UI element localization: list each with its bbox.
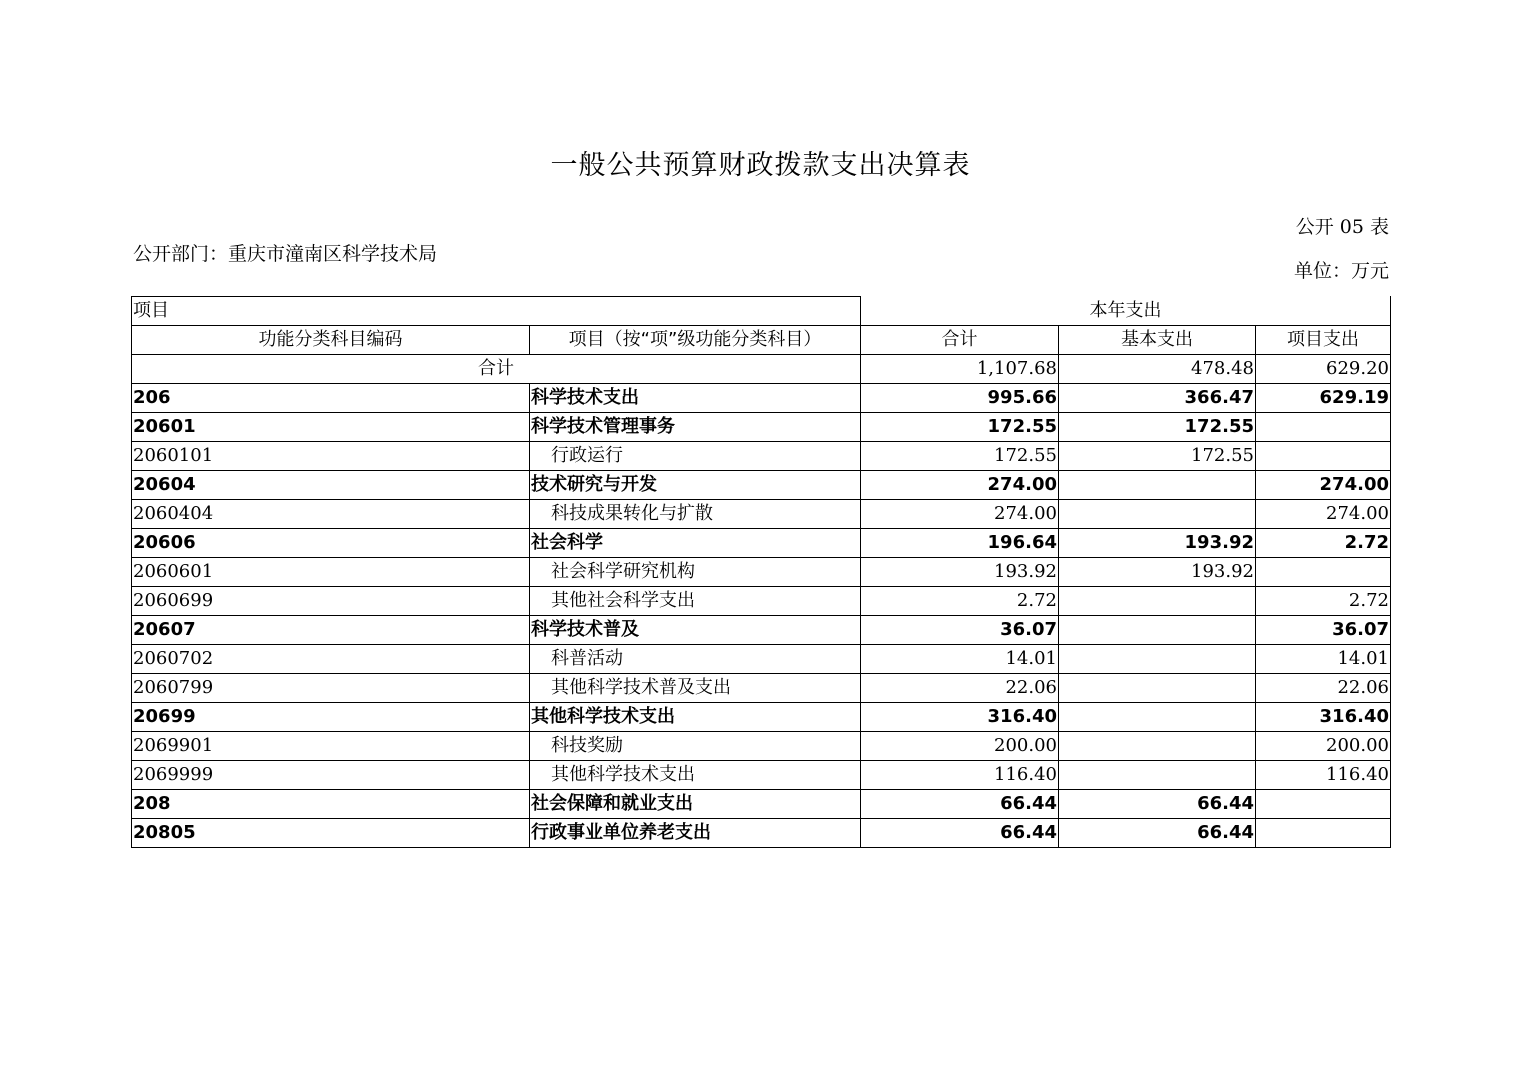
row-project: 14.01	[1256, 645, 1391, 674]
row-total: 200.00	[861, 732, 1059, 761]
row-code: 20805	[132, 819, 530, 848]
row-project: 274.00	[1256, 500, 1391, 529]
row-total: 172.55	[861, 442, 1059, 471]
row-project	[1256, 819, 1391, 848]
row-basic	[1059, 471, 1256, 500]
table-row	[132, 558, 1391, 587]
row-total: 274.00	[861, 500, 1059, 529]
row-basic: 66.44	[1059, 819, 1256, 848]
row-code: 2060699	[132, 587, 530, 616]
row-total: 36.07	[861, 616, 1059, 645]
form-number: 公开 05 表	[1295, 216, 1389, 238]
unit-label: 单位：万元	[1293, 260, 1389, 282]
row-project: 274.00	[1256, 471, 1391, 500]
col-basic-header: 基本支出	[1059, 326, 1256, 355]
row-basic	[1059, 616, 1256, 645]
row-name: 科普活动	[530, 645, 861, 674]
row-project: 22.06	[1256, 674, 1391, 703]
row-project	[1256, 558, 1391, 587]
row-code: 2060799	[132, 674, 530, 703]
row-total: 196.64	[861, 529, 1059, 558]
table-row	[132, 500, 1391, 529]
row-basic: 193.92	[1059, 558, 1256, 587]
row-total: 66.44	[861, 819, 1059, 848]
row-total: 316.40	[861, 703, 1059, 732]
total-label: 合计	[132, 355, 861, 384]
row-project	[1256, 442, 1391, 471]
page-title: 一般公共预算财政拨款支出决算表	[550, 150, 971, 181]
row-basic	[1059, 500, 1256, 529]
total-amount: 1,107.68	[861, 355, 1059, 384]
row-name: 行政事业单位养老支出	[530, 819, 861, 848]
table-row	[132, 384, 1391, 413]
col-name-header: 项目（按“项”级功能分类科目）	[530, 326, 861, 355]
header-item: 项目	[132, 297, 861, 326]
row-basic	[1059, 732, 1256, 761]
table-row	[132, 645, 1391, 674]
table-row	[132, 471, 1391, 500]
row-basic	[1059, 645, 1256, 674]
col-project-header: 项目支出	[1256, 326, 1391, 355]
row-total: 22.06	[861, 674, 1059, 703]
row-basic: 172.55	[1059, 413, 1256, 442]
col-code-header: 功能分类科目编码	[132, 326, 530, 355]
table-row	[132, 442, 1391, 471]
row-name: 其他科学技术普及支出	[530, 674, 861, 703]
row-total: 116.40	[861, 761, 1059, 790]
table-row	[132, 413, 1391, 442]
row-code: 20699	[132, 703, 530, 732]
total-basic: 478.48	[1059, 355, 1256, 384]
row-name: 其他科学技术支出	[530, 703, 861, 732]
row-name: 科技成果转化与扩散	[530, 500, 861, 529]
table-row	[132, 703, 1391, 732]
table-row	[132, 790, 1391, 819]
row-name: 社会科学研究机构	[530, 558, 861, 587]
row-basic	[1059, 587, 1256, 616]
row-basic	[1059, 674, 1256, 703]
row-total: 193.92	[861, 558, 1059, 587]
row-code: 208	[132, 790, 530, 819]
row-code: 2060601	[132, 558, 530, 587]
table-row	[132, 529, 1391, 558]
row-basic: 172.55	[1059, 442, 1256, 471]
table-row	[132, 616, 1391, 645]
row-project: 116.40	[1256, 761, 1391, 790]
row-project: 36.07	[1256, 616, 1391, 645]
row-basic: 66.44	[1059, 790, 1256, 819]
row-total: 172.55	[861, 413, 1059, 442]
row-total: 995.66	[861, 384, 1059, 413]
row-project: 316.40	[1256, 703, 1391, 732]
row-total: 14.01	[861, 645, 1059, 674]
row-name: 行政运行	[530, 442, 861, 471]
row-project: 2.72	[1256, 529, 1391, 558]
row-total: 274.00	[861, 471, 1059, 500]
row-code: 2069901	[132, 732, 530, 761]
header-row-1	[132, 297, 1391, 326]
department-label: 公开部门：重庆市潼南区科学技术局	[133, 243, 438, 265]
total-project: 629.20	[1256, 355, 1391, 384]
row-project	[1256, 790, 1391, 819]
row-name: 科学技术支出	[530, 384, 861, 413]
row-basic	[1059, 703, 1256, 732]
row-name: 技术研究与开发	[530, 471, 861, 500]
row-name: 社会保障和就业支出	[530, 790, 861, 819]
table-row	[132, 732, 1391, 761]
row-project	[1256, 413, 1391, 442]
row-code: 20601	[132, 413, 530, 442]
row-code: 2060404	[132, 500, 530, 529]
col-total-header: 合计	[861, 326, 1059, 355]
table-row	[132, 761, 1391, 790]
row-code: 2069999	[132, 761, 530, 790]
expense-table	[131, 296, 1391, 848]
row-name: 科技奖励	[530, 732, 861, 761]
table-row	[132, 674, 1391, 703]
row-basic	[1059, 761, 1256, 790]
row-name: 科学技术管理事务	[530, 413, 861, 442]
row-project: 629.19	[1256, 384, 1391, 413]
header-year-expense: 本年支出	[861, 297, 1391, 326]
row-code: 2060101	[132, 442, 530, 471]
row-code: 20606	[132, 529, 530, 558]
row-code: 20604	[132, 471, 530, 500]
row-name: 其他科学技术支出	[530, 761, 861, 790]
row-total: 66.44	[861, 790, 1059, 819]
row-total: 2.72	[861, 587, 1059, 616]
row-name: 其他社会科学支出	[530, 587, 861, 616]
row-name: 社会科学	[530, 529, 861, 558]
table-row	[132, 819, 1391, 848]
table-row	[132, 587, 1391, 616]
row-project: 2.72	[1256, 587, 1391, 616]
row-code: 2060702	[132, 645, 530, 674]
row-basic: 366.47	[1059, 384, 1256, 413]
row-code: 206	[132, 384, 530, 413]
row-code: 20607	[132, 616, 530, 645]
total-row	[132, 355, 1391, 384]
header-row-2	[132, 326, 1391, 355]
row-name: 科学技术普及	[530, 616, 861, 645]
row-basic: 193.92	[1059, 529, 1256, 558]
row-project: 200.00	[1256, 732, 1391, 761]
